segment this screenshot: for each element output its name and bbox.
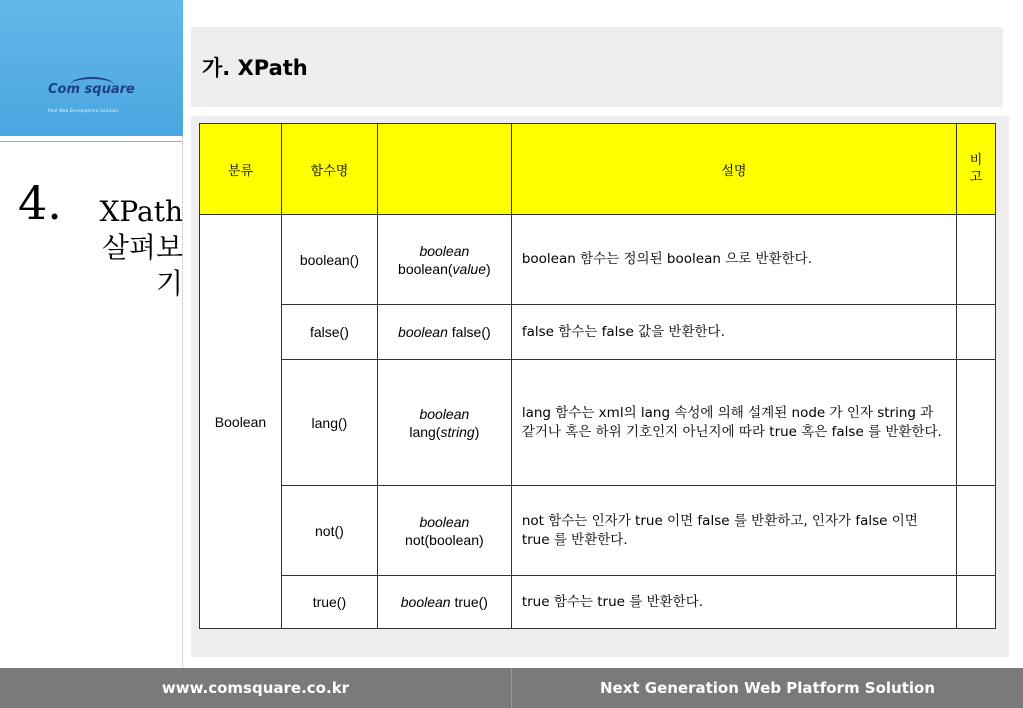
logo: Com square	[48, 82, 135, 97]
logo-box	[0, 0, 183, 136]
function-description: lang 함수는 xml의 lang 속성에 의해 설계된 node 가 인자 string 과 같거나 혹은 하위 기호인지 아닌지에 따라 true 혹은 false 를 반환한다.	[511, 360, 956, 486]
note-cell	[957, 360, 996, 486]
left-divider	[0, 141, 183, 142]
header-description: 설명	[511, 124, 956, 215]
table-row	[200, 305, 996, 360]
header-band	[191, 27, 1003, 107]
function-signature	[377, 215, 511, 305]
function-description: boolean 함수는 정의된 boolean 으로 반환한다.	[511, 215, 956, 305]
function-description: false 함수는 false 값을 반환한다.	[511, 305, 956, 360]
header-signature	[377, 124, 511, 215]
header-note	[957, 124, 996, 215]
note-cell	[957, 576, 996, 629]
signature-arg: value	[452, 260, 486, 277]
section-number: 4.	[18, 176, 62, 230]
function-name: not()	[281, 486, 377, 576]
footer-slogan: Next Generation Web Platform Solution	[599, 679, 936, 697]
signature-close: )	[474, 423, 480, 440]
header-function-name: 함수명	[281, 124, 377, 215]
signature-close: )	[486, 260, 491, 277]
signature-text: boolean(	[398, 260, 453, 277]
header-note-label: 비고	[969, 153, 983, 185]
table-header-row	[200, 124, 996, 215]
table-row	[200, 576, 996, 629]
page-title: 가. XPath	[202, 56, 308, 80]
function-name: true()	[281, 576, 377, 629]
signature-text: true()	[454, 594, 488, 610]
left-panel	[0, 0, 183, 668]
return-type: boolean	[419, 513, 470, 530]
section-title	[75, 194, 183, 302]
vertical-divider	[182, 136, 183, 668]
return-type: boolean	[400, 594, 451, 610]
return-type: boolean	[419, 242, 470, 259]
section-title-line1: XPath	[99, 195, 183, 228]
function-signature	[377, 486, 511, 576]
function-signature	[377, 305, 511, 360]
footer-url: www.comsquare.co.kr	[161, 679, 350, 697]
footer	[0, 668, 1023, 708]
signature-text: not(boolean)	[405, 531, 484, 548]
function-name: false()	[281, 305, 377, 360]
table-row	[200, 215, 996, 305]
function-description: true 함수는 true 를 반환한다.	[511, 576, 956, 629]
function-signature	[377, 576, 511, 629]
function-name: boolean()	[281, 215, 377, 305]
signature-text: lang(	[409, 423, 441, 440]
note-cell	[957, 305, 996, 360]
category-cell: Boolean	[200, 215, 282, 629]
signature-arg: string	[440, 423, 475, 440]
table-row	[200, 360, 996, 486]
return-type: boolean	[419, 405, 470, 422]
note-cell	[957, 486, 996, 576]
note-cell	[957, 215, 996, 305]
table-row	[200, 486, 996, 576]
function-description: not 함수는 인자가 true 이면 false 를 반환하고, 인자가 false 이면 true 를 반환한다.	[511, 486, 956, 576]
logo-tagline: Real Web Development Solution	[48, 108, 119, 113]
function-signature	[377, 360, 511, 486]
xpath-function-table	[199, 123, 996, 629]
signature-text: false()	[451, 324, 491, 340]
return-type: boolean	[398, 324, 448, 340]
section-title-line2: 살펴보기	[101, 231, 183, 300]
function-name: lang()	[281, 360, 377, 486]
header-category: 분류	[200, 124, 282, 215]
